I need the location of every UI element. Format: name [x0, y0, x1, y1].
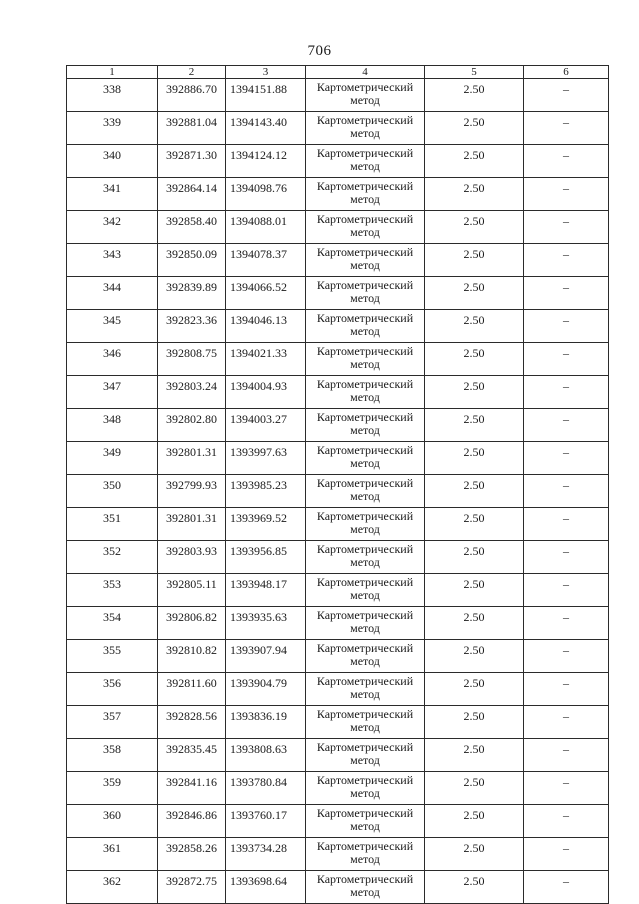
y-coordinate-cell: 1393734.28: [226, 838, 306, 871]
method-line-2: метод: [350, 654, 380, 668]
method-cell: [306, 310, 425, 343]
method-cell: [306, 277, 425, 310]
y-coordinate-cell: 1393907.94: [226, 640, 306, 673]
method-line-1: Картометрический: [316, 146, 414, 160]
y-coordinate-cell: 1393698.64: [226, 871, 306, 904]
x-coordinate-cell: 392839.89: [158, 277, 226, 310]
table-row: [67, 244, 609, 277]
y-coordinate-cell: 1393969.52: [226, 508, 306, 541]
method-line-1: Картометрический: [316, 839, 414, 853]
method-line-2: метод: [350, 852, 380, 866]
table-row: [67, 541, 609, 574]
method-cell: [306, 574, 425, 607]
method-line-2: метод: [350, 687, 380, 701]
accuracy-cell: 2.50: [425, 145, 524, 178]
note-cell: –: [524, 145, 609, 178]
table-header: [67, 66, 609, 79]
y-coordinate-cell: 1394021.33: [226, 343, 306, 376]
point-number-cell: 345: [67, 310, 158, 343]
accuracy-cell: 2.50: [425, 805, 524, 838]
table-row: [67, 79, 609, 112]
note-cell: –: [524, 178, 609, 211]
column-header-5: 5: [425, 66, 524, 79]
point-number-cell: 362: [67, 871, 158, 904]
note-cell: –: [524, 673, 609, 706]
point-number-cell: 344: [67, 277, 158, 310]
y-coordinate-cell: 1394003.27: [226, 409, 306, 442]
accuracy-cell: 2.50: [425, 79, 524, 112]
method-line-1: Картометрический: [316, 80, 414, 94]
method-line-1: Картометрический: [316, 212, 414, 226]
method-line-1: Картометрический: [316, 608, 414, 622]
accuracy-cell: 2.50: [425, 409, 524, 442]
table-row: [67, 310, 609, 343]
x-coordinate-cell: 392810.82: [158, 640, 226, 673]
accuracy-cell: 2.50: [425, 508, 524, 541]
method-line-1: Картометрический: [316, 278, 414, 292]
accuracy-cell: 2.50: [425, 244, 524, 277]
point-number-cell: 348: [67, 409, 158, 442]
method-line-1: Картометрический: [316, 113, 414, 127]
method-cell: [306, 673, 425, 706]
y-coordinate-cell: 1393935.63: [226, 607, 306, 640]
note-cell: –: [524, 574, 609, 607]
x-coordinate-cell: 392871.30: [158, 145, 226, 178]
point-number-cell: 351: [67, 508, 158, 541]
method-cell: [306, 79, 425, 112]
method-line-1: Картометрический: [316, 707, 414, 721]
accuracy-cell: 2.50: [425, 673, 524, 706]
method-cell: [306, 244, 425, 277]
accuracy-cell: 2.50: [425, 211, 524, 244]
point-number-cell: 350: [67, 475, 158, 508]
point-number-cell: 346: [67, 343, 158, 376]
column-header-2: 2: [158, 66, 226, 79]
method-line-1: Картометрический: [316, 344, 414, 358]
y-coordinate-cell: 1393808.63: [226, 739, 306, 772]
table-row: [67, 574, 609, 607]
point-number-cell: 342: [67, 211, 158, 244]
y-coordinate-cell: 1394088.01: [226, 211, 306, 244]
method-line-2: метод: [350, 93, 380, 107]
method-line-1: Картометрический: [316, 674, 414, 688]
y-coordinate-cell: 1393956.85: [226, 541, 306, 574]
x-coordinate-cell: 392850.09: [158, 244, 226, 277]
method-line-1: Картометрический: [316, 476, 414, 490]
method-cell: [306, 640, 425, 673]
table-row: [67, 706, 609, 739]
method-line-1: Картометрический: [316, 641, 414, 655]
accuracy-cell: 2.50: [425, 574, 524, 607]
y-coordinate-cell: 1393948.17: [226, 574, 306, 607]
note-cell: –: [524, 508, 609, 541]
method-line-1: Картометрический: [316, 773, 414, 787]
x-coordinate-cell: 392846.86: [158, 805, 226, 838]
accuracy-cell: 2.50: [425, 376, 524, 409]
note-cell: –: [524, 475, 609, 508]
y-coordinate-cell: 1393836.19: [226, 706, 306, 739]
point-number-cell: 358: [67, 739, 158, 772]
column-header-1: 1: [67, 66, 158, 79]
method-line-1: Картометрический: [316, 542, 414, 556]
method-line-2: метод: [350, 885, 380, 899]
accuracy-cell: 2.50: [425, 607, 524, 640]
note-cell: –: [524, 838, 609, 871]
y-coordinate-cell: 1394124.12: [226, 145, 306, 178]
column-header-4: 4: [306, 66, 425, 79]
method-cell: [306, 508, 425, 541]
method-line-2: метод: [350, 621, 380, 635]
column-header-3: 3: [226, 66, 306, 79]
method-line-2: метод: [350, 192, 380, 206]
accuracy-cell: 2.50: [425, 475, 524, 508]
method-line-2: метод: [350, 423, 380, 437]
method-line-2: метод: [350, 489, 380, 503]
x-coordinate-cell: 392811.60: [158, 673, 226, 706]
coordinates-table: [66, 65, 609, 904]
method-cell: [306, 838, 425, 871]
note-cell: –: [524, 112, 609, 145]
point-number-cell: 356: [67, 673, 158, 706]
method-line-1: Картометрический: [316, 377, 414, 391]
y-coordinate-cell: 1394098.76: [226, 178, 306, 211]
method-line-1: Картометрический: [316, 311, 414, 325]
accuracy-cell: 2.50: [425, 178, 524, 211]
header-row: [67, 66, 609, 79]
method-line-2: метод: [350, 819, 380, 833]
method-line-2: метод: [350, 588, 380, 602]
note-cell: –: [524, 244, 609, 277]
method-line-1: Картометрический: [316, 443, 414, 457]
method-line-2: метод: [350, 522, 380, 536]
note-cell: –: [524, 277, 609, 310]
y-coordinate-cell: 1394066.52: [226, 277, 306, 310]
note-cell: –: [524, 79, 609, 112]
accuracy-cell: 2.50: [425, 541, 524, 574]
note-cell: –: [524, 409, 609, 442]
note-cell: –: [524, 805, 609, 838]
point-number-cell: 353: [67, 574, 158, 607]
x-coordinate-cell: 392799.93: [158, 475, 226, 508]
method-cell: [306, 409, 425, 442]
method-cell: [306, 112, 425, 145]
table-row: [67, 805, 609, 838]
method-cell: [306, 541, 425, 574]
point-number-cell: 357: [67, 706, 158, 739]
point-number-cell: 343: [67, 244, 158, 277]
accuracy-cell: 2.50: [425, 640, 524, 673]
method-line-2: метод: [350, 456, 380, 470]
y-coordinate-cell: 1394151.88: [226, 79, 306, 112]
table-row: [67, 211, 609, 244]
table-row: [67, 607, 609, 640]
y-coordinate-cell: 1393904.79: [226, 673, 306, 706]
accuracy-cell: 2.50: [425, 277, 524, 310]
x-coordinate-cell: 392841.16: [158, 772, 226, 805]
method-line-2: метод: [350, 324, 380, 338]
method-line-1: Картометрический: [316, 179, 414, 193]
table-row: [67, 508, 609, 541]
method-line-2: метод: [350, 126, 380, 140]
x-coordinate-cell: 392872.75: [158, 871, 226, 904]
method-cell: [306, 739, 425, 772]
point-number-cell: 360: [67, 805, 158, 838]
y-coordinate-cell: 1393780.84: [226, 772, 306, 805]
note-cell: –: [524, 739, 609, 772]
method-line-2: метод: [350, 786, 380, 800]
point-number-cell: 347: [67, 376, 158, 409]
column-header-6: 6: [524, 66, 609, 79]
x-coordinate-cell: 392858.26: [158, 838, 226, 871]
table-row: [67, 772, 609, 805]
x-coordinate-cell: 392858.40: [158, 211, 226, 244]
x-coordinate-cell: 392805.11: [158, 574, 226, 607]
note-cell: –: [524, 310, 609, 343]
method-cell: [306, 376, 425, 409]
point-number-cell: 361: [67, 838, 158, 871]
point-number-cell: 338: [67, 79, 158, 112]
y-coordinate-cell: 1394143.40: [226, 112, 306, 145]
method-cell: [306, 706, 425, 739]
method-cell: [306, 211, 425, 244]
x-coordinate-cell: 392881.04: [158, 112, 226, 145]
accuracy-cell: 2.50: [425, 772, 524, 805]
note-cell: –: [524, 772, 609, 805]
method-cell: [306, 145, 425, 178]
x-coordinate-cell: 392828.56: [158, 706, 226, 739]
x-coordinate-cell: 392802.80: [158, 409, 226, 442]
point-number-cell: 340: [67, 145, 158, 178]
table-row: [67, 442, 609, 475]
table-row: [67, 343, 609, 376]
point-number-cell: 349: [67, 442, 158, 475]
y-coordinate-cell: 1393760.17: [226, 805, 306, 838]
note-cell: –: [524, 442, 609, 475]
accuracy-cell: 2.50: [425, 706, 524, 739]
table-row: [67, 871, 609, 904]
method-line-1: Картометрический: [316, 245, 414, 259]
method-line-1: Картометрический: [316, 740, 414, 754]
method-line-2: метод: [350, 390, 380, 404]
x-coordinate-cell: 392801.31: [158, 508, 226, 541]
y-coordinate-cell: 1393997.63: [226, 442, 306, 475]
note-cell: –: [524, 640, 609, 673]
x-coordinate-cell: 392835.45: [158, 739, 226, 772]
table-row: [67, 475, 609, 508]
y-coordinate-cell: 1394078.37: [226, 244, 306, 277]
method-line-1: Картометрический: [316, 806, 414, 820]
method-line-2: метод: [350, 159, 380, 173]
note-cell: –: [524, 871, 609, 904]
method-cell: [306, 343, 425, 376]
x-coordinate-cell: 392864.14: [158, 178, 226, 211]
x-coordinate-cell: 392808.75: [158, 343, 226, 376]
x-coordinate-cell: 392803.93: [158, 541, 226, 574]
method-line-2: метод: [350, 357, 380, 371]
table-row: [67, 145, 609, 178]
note-cell: –: [524, 211, 609, 244]
point-number-cell: 354: [67, 607, 158, 640]
accuracy-cell: 2.50: [425, 112, 524, 145]
y-coordinate-cell: 1394004.93: [226, 376, 306, 409]
accuracy-cell: 2.50: [425, 310, 524, 343]
method-line-2: метод: [350, 720, 380, 734]
method-cell: [306, 475, 425, 508]
method-cell: [306, 772, 425, 805]
accuracy-cell: 2.50: [425, 442, 524, 475]
table-row: [67, 277, 609, 310]
x-coordinate-cell: 392823.36: [158, 310, 226, 343]
accuracy-cell: 2.50: [425, 838, 524, 871]
method-line-1: Картометрический: [316, 575, 414, 589]
accuracy-cell: 2.50: [425, 871, 524, 904]
table-row: [67, 838, 609, 871]
table-row: [67, 673, 609, 706]
method-cell: [306, 805, 425, 838]
point-number-cell: 355: [67, 640, 158, 673]
y-coordinate-cell: 1394046.13: [226, 310, 306, 343]
x-coordinate-cell: 392801.31: [158, 442, 226, 475]
note-cell: –: [524, 376, 609, 409]
point-number-cell: 359: [67, 772, 158, 805]
method-line-2: метод: [350, 225, 380, 239]
accuracy-cell: 2.50: [425, 343, 524, 376]
page-number: 706: [307, 43, 332, 59]
method-cell: [306, 607, 425, 640]
point-number-cell: 352: [67, 541, 158, 574]
table-row: [67, 178, 609, 211]
method-cell: [306, 871, 425, 904]
note-cell: –: [524, 343, 609, 376]
y-coordinate-cell: 1393985.23: [226, 475, 306, 508]
x-coordinate-cell: 392886.70: [158, 79, 226, 112]
method-line-2: метод: [350, 753, 380, 767]
method-cell: [306, 178, 425, 211]
method-cell: [306, 442, 425, 475]
x-coordinate-cell: 392803.24: [158, 376, 226, 409]
table-body: [67, 79, 609, 904]
x-coordinate-cell: 392806.82: [158, 607, 226, 640]
table-row: [67, 409, 609, 442]
method-line-1: Картометрический: [316, 509, 414, 523]
table-row: [67, 739, 609, 772]
note-cell: –: [524, 706, 609, 739]
table-row: [67, 640, 609, 673]
method-line-2: метод: [350, 258, 380, 272]
table-row: [67, 112, 609, 145]
point-number-cell: 341: [67, 178, 158, 211]
table-row: [67, 376, 609, 409]
method-line-2: метод: [350, 555, 380, 569]
method-line-1: Картометрический: [316, 410, 414, 424]
method-line-2: метод: [350, 291, 380, 305]
method-line-1: Картометрический: [316, 872, 414, 886]
point-number-cell: 339: [67, 112, 158, 145]
note-cell: –: [524, 541, 609, 574]
accuracy-cell: 2.50: [425, 739, 524, 772]
note-cell: –: [524, 607, 609, 640]
